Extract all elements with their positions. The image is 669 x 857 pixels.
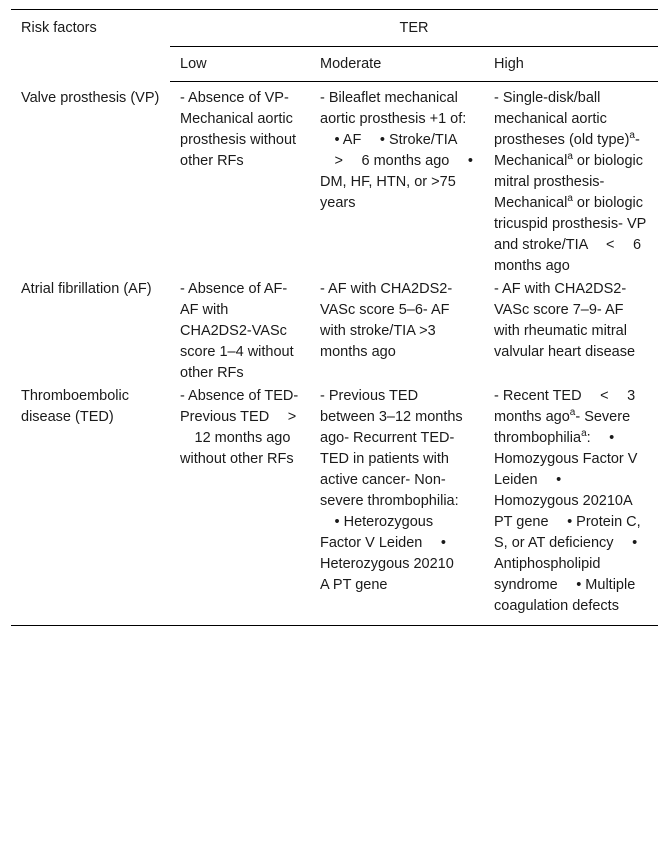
footnote-marker: a — [581, 428, 587, 440]
header-risk-factors: Risk factors — [11, 10, 170, 82]
cell-factor-thromboembolic-disease: Thromboembolic disease (TED) — [11, 384, 170, 626]
cell-moderate: - Previous TED between 3–12 months ago- Recurrent TED- TED in patients with active cancer- Non-severe thrombophilia: • Heterozygous Factor V Leiden • Heterozygous 20210 A PT gene — [310, 384, 484, 626]
cell-factor-atrial-fibrillation: Atrial fibrillation (AF) — [21, 281, 152, 297]
cell-low: - Absence of TED- Previous TED > 12 months ago without other RFs — [170, 384, 310, 626]
cell-high-text: : • Homozygous Factor V Leiden • Homozygous 20210A PT gene • Protein C, S, or AT deficiency • Antiphospholipid syndrome • Multiple coagulation defects — [494, 430, 641, 614]
header-ter-group: TER — [170, 10, 658, 47]
cell-high-text: - Single-disk/ball mechanical aortic prostheses (old type) — [494, 90, 630, 148]
table-row — [11, 82, 658, 278]
cell-high — [484, 82, 658, 278]
cell-high — [484, 384, 658, 626]
cell-moderate: - AF with CHA2DS2-VASc score 5–6- AF with stroke/TIA >3 months ago — [320, 281, 453, 360]
footnote-marker: a — [567, 193, 573, 205]
footnote-marker: a — [567, 151, 573, 163]
header-row-1 — [11, 10, 658, 47]
cell-high-text: or biologic tricuspid prosthesis- VP and stroke/TIA < 6 months ago — [494, 195, 647, 274]
table-header — [11, 10, 658, 82]
table-row — [11, 277, 658, 384]
cell-high: - AF with CHA2DS2-VASc score 7–9- AF with rheumatic mitral valvular heart disease — [494, 281, 636, 360]
ter-risk-table — [11, 9, 658, 626]
table-body — [11, 82, 658, 626]
header-high: High — [484, 47, 658, 82]
cell-low: - Absence of VP- Mechanical aortic prosthesis without other RFs — [180, 90, 297, 169]
cell-high-text: - Mechanical — [494, 132, 640, 169]
cell-moderate: - Bileaflet mechanical aortic prosthesis +1 of: • AF • Stroke/TIA > 6 months ago • DM, HF, HTN, or >75 years — [320, 90, 473, 211]
footnote-marker: a — [629, 130, 635, 142]
table-row — [11, 384, 658, 626]
header-moderate: Moderate — [310, 47, 484, 82]
cell-factor-valve-prosthesis: Valve prosthesis (VP) — [21, 89, 160, 106]
cell-low: - Absence of AF- AF with CHA2DS2-VASc score 1–4 without other RFs — [180, 281, 294, 381]
header-low: Low — [170, 47, 310, 82]
cell-high-text: or biologic mitral prosthesis- Mechanical — [494, 153, 644, 211]
footnote-marker: a — [569, 407, 576, 419]
cell-high-text: - Recent TED < 3 months ago — [494, 388, 636, 425]
cell-high-text: - Severe thrombophilia — [494, 409, 631, 446]
